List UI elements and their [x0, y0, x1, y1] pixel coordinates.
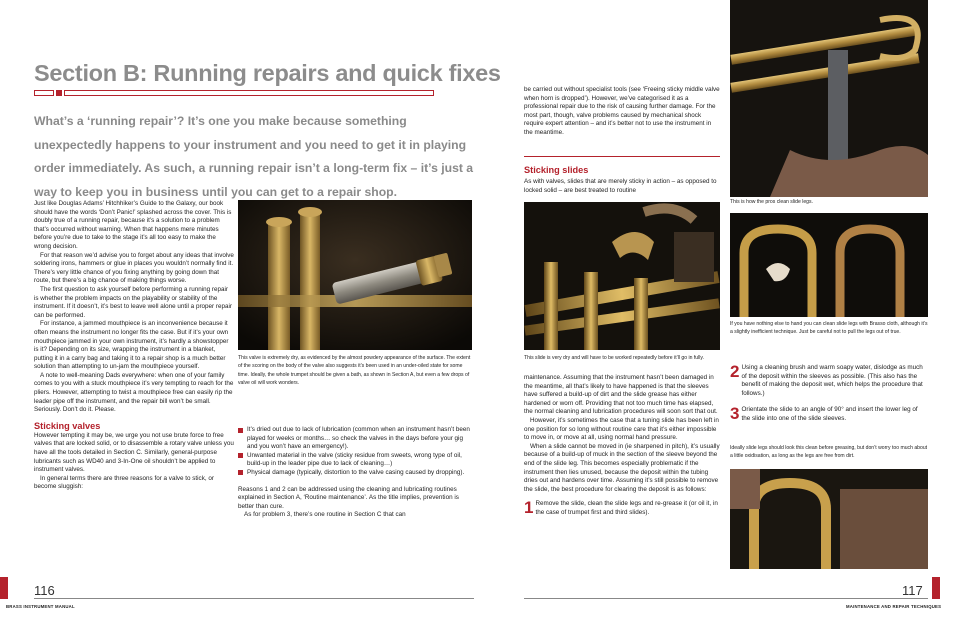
- slide-photo: [524, 202, 720, 350]
- page-number-right: 117: [902, 583, 923, 598]
- page-marker-right: [932, 577, 940, 599]
- valve-photo: [238, 200, 472, 350]
- photo-caption: This slide is very dry and will have to be worked repeatedly before it’ll go in fully.: [524, 355, 704, 361]
- step-item: 3 Orientate the slide to an angle of 90° and insert the lower leg of the slide into one of the slide sleeves.: [730, 404, 918, 424]
- column-divider: [524, 156, 720, 157]
- column-1: [34, 200, 234, 492]
- pros-cleaning-photo: [730, 0, 928, 197]
- column-3: [524, 374, 720, 518]
- column-3-top: [524, 86, 720, 138]
- section-title: Section B: Running repairs and quick fixes: [34, 60, 501, 86]
- page-marker-left: [0, 577, 8, 599]
- photo-caption: This valve is extremely dry, as evidenced by the almost powdery appearance of the surface. The extent of the scoring on the body of the valve also suggests it’s been used in an under-oiled state for some time. Ideally, the whole trumpet should be given a bath, as shown in Section A, but even a few drops of valve oil will work wonders.: [238, 355, 471, 387]
- footer-rule-left: [34, 598, 474, 599]
- paragraph: A note to well-meaning Dads everywhere: when one of your family comes to you with a stuck mouthpiece it’s very tempting to reach for the pliers. However, attempting to twist a mouthpiece free can easily rip the leader pipe off the instrument, and the repair bill won’t be small. Seriously. Don’t do it. Please.: [34, 371, 234, 414]
- bullet-item: Unwanted material in the valve (sticky residue from sweets, wrong type of oil, build-up in the leader pipe due to lack of cleaning…): [238, 452, 472, 469]
- paragraph: Reasons 1 and 2 can be addressed using the cleaning and lubricating routines explained in Section A, ‘Routine maintenance’. As the title implies, prevention is better than cure.: [238, 485, 459, 510]
- sticking-slides-heading: Sticking slides: [524, 165, 589, 175]
- photo-caption: Ideally slide legs should look this clean before greasing, but don’t worry too much about a little oxidisation, as long as the legs are free from dirt.: [730, 445, 928, 460]
- paragraph: However, it’s sometimes the case that a tuning slide has been left in one position for so long without routine care that it’s either impossible to move in, or move at all, using normal hand pressure.: [524, 416, 719, 442]
- photo-caption: If you have nothing else to hand you can clean slide legs with Brasso cloth, although it’s a slightly inefficient technique. Just be careful not to pull the legs out of true.: [730, 321, 928, 336]
- bullet-item: Physical damage (typically, distortion to the valve casing caused by dropping).: [238, 469, 472, 478]
- step-item: 1 Remove the slide, clean the slide legs and re-grease it (or oil it, in the case of trumpet first and third slides).: [524, 498, 718, 518]
- paragraph: maintenance. Assuming that the instrument hasn’t been damaged in the meantime, all that’s likely to have happened is that the sleeves have suffered a build-up of dirt and the slide grease has either hardened or worn off. Providing that not too much time has elapsed, the normal cleaning and lubrication procedures will soon sort that out.: [524, 374, 718, 416]
- page-number-left: 116: [34, 583, 55, 598]
- footer-right: MAINTENANCE AND REPAIR TECHNIQUES: [846, 604, 942, 609]
- paragraph: However tempting it may be, we urge you not use brute force to free valves that are locked solid, or to disassemble a rotary valve unless you have all the tools detailed in Section C. Similarly, general-purpose lubricants such as WD40 and 3-In-One oil shouldn’t be applied to instrument valves.: [34, 431, 234, 474]
- step-item: 2 Using a cleaning brush and warm soapy water, dislodge as much of the deposit within the sleeves as possible. (This also has the benefit of making the deposit wet, which helps the procedure that follows.): [730, 362, 923, 397]
- paragraph: For instance, a jammed mouthpiece is an inconvenience because it often means the instrument no longer fits the case. But if it’s your own mouthpiece jammed in your own instrument, it’s hardly a showstopper is it? Depending on its size, wrapping the instrument in a blanket, putting it in a carry bag and taking it to a repair shop is a much better solution than attempting to un-jam the mouthpiece yourself.: [34, 320, 229, 371]
- paragraph: As for problem 3, there’s one routine in Section C that can: [244, 511, 406, 519]
- column-2: [238, 426, 472, 520]
- clean-slide-legs-photo: [730, 469, 928, 569]
- title-rule: [34, 90, 434, 97]
- sticking-slides-intro: As with valves, slides that are merely sticky in action – as opposed to locked solid – are best treated to routine: [524, 178, 717, 194]
- steps-right: [730, 364, 928, 424]
- paragraph: In general terms there are three reasons for a valve to stick, or become sluggish:: [34, 474, 214, 491]
- footer-left: BRASS INSTRUMENT MANUAL: [6, 604, 75, 609]
- paragraph: The first question to ask yourself before performing a running repair is whether the problem impacts on the playability or stability of the instrument. If it doesn’t, it’s best to leave well alone until a proper repair can be performed.: [34, 285, 232, 319]
- paragraph: be carried out without specialist tools (see ‘Freeing sticky middle valve when horn is dropped’). However, we’ve categorised it as a professional repair due to the risk of causing further damage. For the most part, though, valve problems caused by mechanical shock require expert attention – and it’s better not to use the instrument in the meantime.: [524, 86, 720, 136]
- footer-rule-right: [524, 598, 928, 599]
- sticking-valves-heading: Sticking valves: [34, 420, 101, 431]
- paragraph: For that reason we’d advise you to forget about any ideas that involve soldering irons, hammers or glue in places you wouldn’t normally find it. There’s very little chance of you fixing anything by going down that route, but there’s a big chance of making things worse.: [34, 251, 234, 285]
- bullet-item: It’s dried out due to lack of lubrication (common when an instrument hasn’t been played for weeks or months… so check the valves in the days before your gig and you won’t have an emergency!).: [238, 426, 472, 452]
- paragraph: Just like Douglas Adams’ Hitchhiker’s Guide to the Galaxy, our book should have the words ‘Don’t Panic!’ splashed across the cover. This is doubly true of a running repair, because it’s a solution to a problem that’s occurred without warning. When that happens mere minutes before you’re due to take to the stage it’s all too easy to make the wrong decision.: [34, 200, 232, 250]
- paragraph: When a slide cannot be moved in (ie sharpened in pitch), it’s usually because of a build-up of muck in the section of the sleeve beyond the end of the slide leg. This becomes especially problematic if the instrument then lies unused, because the deposit within the tubing dries out and hardens over time. Assuming it’s still possible to remove the slide, the best procedure for clearing the deposit is as follows:: [524, 442, 720, 493]
- photo-caption: This is how the pros clean slide legs.: [730, 199, 813, 205]
- intro-text: What’s a ‘running repair’? It’s one you make because something unexpectedly happens to your instrument and you need to get it in playing order immediately. As such, a running repair isn’t a long-term fix – it’s just a way to keep you in business until you can get to a repair shop.: [34, 114, 474, 199]
- brasso-cloth-photo: [730, 213, 928, 317]
